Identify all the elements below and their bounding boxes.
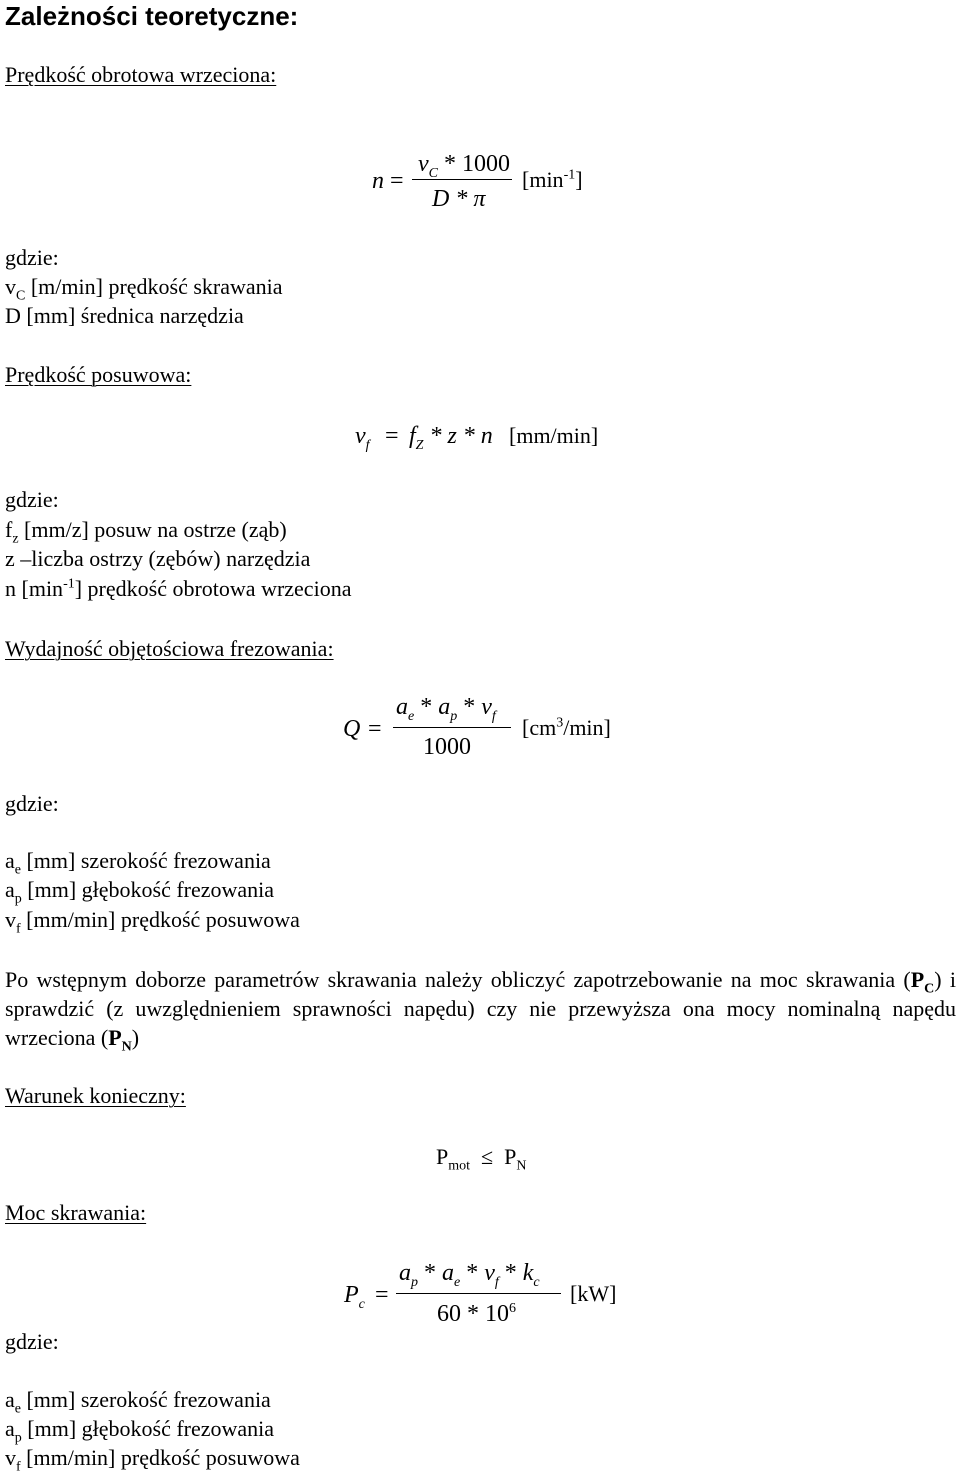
formula-numerator: $v_C * 1000$ <box>418 151 510 181</box>
where-label: gdzie: <box>5 791 59 816</box>
formula-numerator: $a_p * a_e * v_f * k_c$ <box>399 1260 540 1290</box>
definition-n: n $[\min^{-1}]$ prędkość obrotowa wrzeciona <box>5 576 352 601</box>
formula-equals: = <box>375 1282 389 1308</box>
fraction-line <box>412 179 512 180</box>
page-title: Zależności teoretyczne: <box>5 1 299 31</box>
definition-ap: $a_p$ [mm] głębokość frezowania <box>5 1416 275 1446</box>
section-heading-spindle-speed: Prędkość obrotowa wrzeciona: <box>5 62 277 87</box>
formula-unit: [mm/min] <box>509 423 599 448</box>
definition-z: z –liczba ostrzy (zębów) narzędzia <box>5 546 311 571</box>
where-label: gdzie: <box>5 245 59 270</box>
formula-equals: = <box>390 168 404 194</box>
definition-ap: $a_p$ [mm] głębokość frezowania <box>5 877 275 907</box>
formula-equals: = <box>385 423 399 449</box>
power-paragraph: Po wstępnym doborze parametrów skrawania należy obliczyć zapotrzebowanie na moc skrawania $(P_C)$ i sprawdzić (z uwzględnieniem sprawności napędu) czy nie przewyższa ona mocy nominalną napędu wrzeciona $(P_N)$ <box>5 967 956 1055</box>
formula-numerator: $a_e * a_p * v_f$ <box>396 694 496 724</box>
formula-lhs: n <box>372 168 384 194</box>
section-heading-condition: Warunek konieczny: <box>5 1083 186 1108</box>
section-heading-volumetric-rate: Wydajność objętościowa frezowania: <box>5 636 334 661</box>
less-equal-symbol: ≤ <box>481 1144 494 1169</box>
where-label: gdzie: <box>5 487 59 512</box>
formula-lhs: Q <box>343 716 361 742</box>
formula-lhs: $v_f$ <box>355 423 370 453</box>
definition-fz: $f_z$ [mm/z] posuw na ostrze (ząb) <box>5 517 287 547</box>
definition-d: D [mm] średnica narzędzia <box>5 303 244 328</box>
section-heading-feed-speed: Prędkość posuwowa: <box>5 362 192 387</box>
definition-vf: $v_f$ [mm/min] prędkość posuwowa <box>5 1445 300 1474</box>
definition-ae: $a_e$ [mm] szerokość frezowania <box>5 848 271 878</box>
section-heading-cutting-power: Moc skrawania: <box>5 1200 147 1225</box>
formula-unit: $[cm^3/\min]$ <box>522 715 611 740</box>
definition-vf: $v_f$ [mm/min] prędkość posuwowa <box>5 907 300 937</box>
definition-vc: $v_C$ [m/min] prędkość skrawania <box>5 274 283 304</box>
formula-denominator: 1000 <box>423 734 471 760</box>
formula-unit: [kW] <box>570 1281 617 1306</box>
formula-unit: $[\min^{-1}]$ <box>522 167 583 192</box>
formula-equals: = <box>368 716 382 742</box>
formula-lhs: $P_c$ <box>344 1282 365 1312</box>
formula-rhs: $f_Z$ * z * n <box>409 423 493 453</box>
formula-denominator: $60 * 10^6$ <box>437 1301 516 1327</box>
definition-ae: $a_e$ [mm] szerokość frezowania <box>5 1387 271 1417</box>
formula-denominator: D * π <box>432 186 486 212</box>
fraction-line <box>393 727 511 728</box>
where-label: gdzie: <box>5 1329 59 1354</box>
fraction-line <box>396 1293 561 1294</box>
formula-condition: $P_{mot} \le P_N$ <box>436 1144 527 1174</box>
